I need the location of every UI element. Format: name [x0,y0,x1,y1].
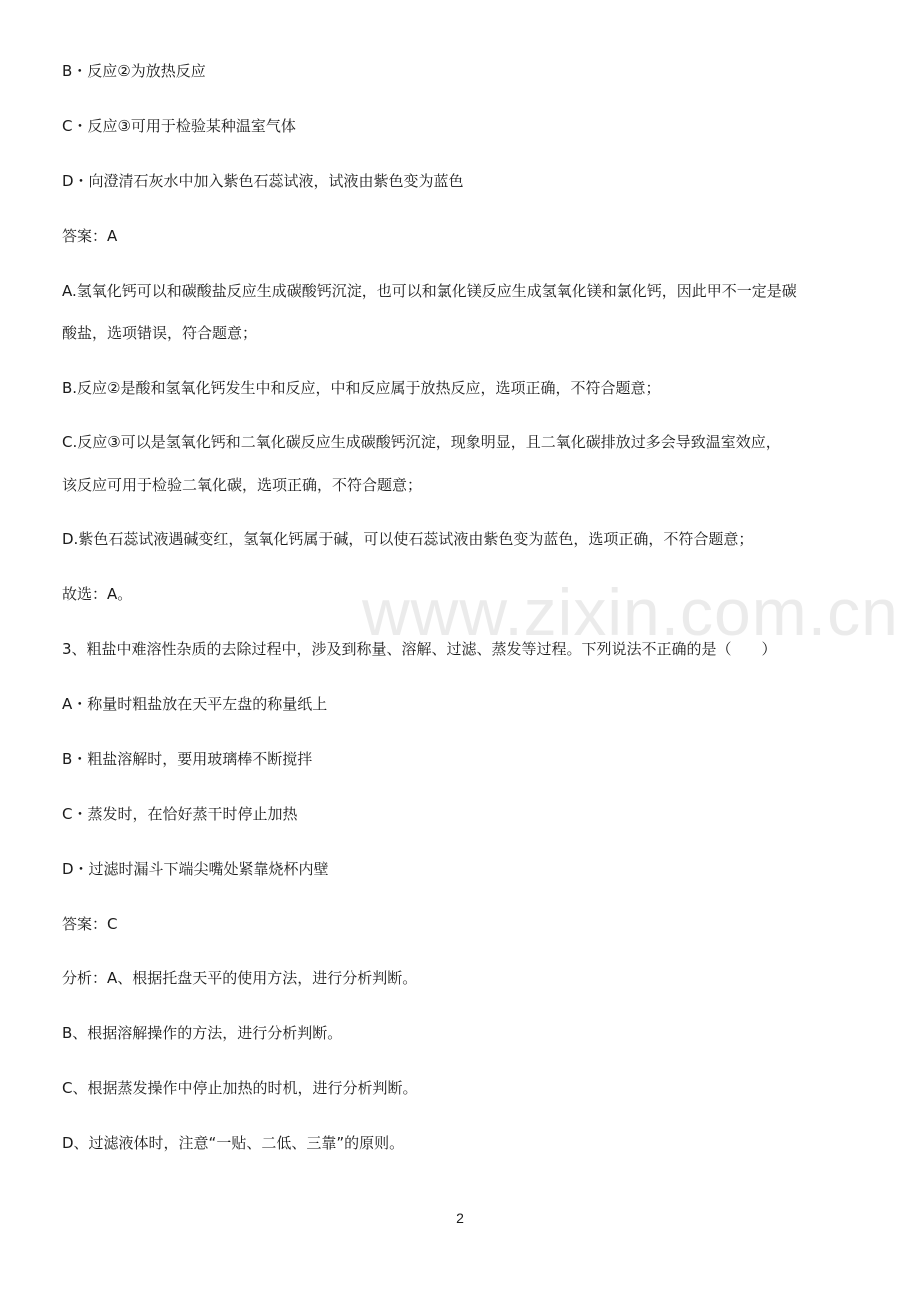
question-3-option-d: D・过滤时漏斗下端尖嘴处紧靠烧杯内壁 [62,860,329,878]
question-3-option-b: B・粗盐溶解时，要用玻璃棒不断搅拌 [62,750,313,768]
answer-line: 答案：A [62,227,118,245]
conclusion-line: 故选：A。 [62,585,133,603]
option-d-line: D・向澄清石灰水中加入紫色石蕊试液，试液由紫色变为蓝色 [62,172,464,190]
question-3-option-c: C・蒸发时，在恰好蒸干时停止加热 [62,805,298,823]
analysis-line-c: C、根据蒸发操作中停止加热的时机，进行分析判断。 [62,1079,418,1097]
explanation-c-line-1: C.反应③可以是氢氧化钙和二氧化碳反应生成碳酸钙沉淀，现象明显，且二氧化碳排放过多会导致温室效应， [62,433,781,451]
explanation-b-line: B.反应②是酸和氢氧化钙发生中和反应，中和反应属于放热反应，选项正确，不符合题意； [62,379,661,397]
explanation-a-line-1: A.氢氧化钙可以和碳酸盐反应生成碳酸钙沉淀，也可以和氯化镁反应生成氢氧化镁和氯化钙，因此甲不一定是碳 [62,282,797,300]
page-number: 2 [456,1210,464,1226]
watermark: www.zixin.com.cn [362,575,899,649]
option-c-line: C・反应③可用于检验某种温室气体 [62,117,296,135]
question-3-option-a: A・称量时粗盐放在天平左盘的称量纸上 [62,695,328,713]
explanation-d-line: D.紫色石蕊试液遇碱变红，氢氧化钙属于碱，可以使石蕊试液由紫色变为蓝色，选项正确，不符合题意； [62,530,754,548]
explanation-a-line-2: 酸盐，选项错误，符合题意； [62,324,258,342]
explanation-c-line-2: 该反应可用于检验二氧化碳，选项正确，不符合题意； [62,476,423,494]
option-b-line: B・反应②为放热反应 [62,62,206,80]
analysis-line-b: B、根据溶解操作的方法，进行分析判断。 [62,1024,343,1042]
question-3-answer: 答案：C [62,915,118,933]
question-3-stem: 3、粗盐中难溶性杂质的去除过程中，涉及到称量、溶解、过滤、蒸发等过程。下列说法不正确的是（ ） [62,640,777,658]
analysis-line-a: 分析：A、根据托盘天平的使用方法，进行分析判断。 [62,969,418,987]
analysis-line-d: D、过滤液体时，注意“一贴、二低、三靠”的原则。 [62,1134,405,1152]
